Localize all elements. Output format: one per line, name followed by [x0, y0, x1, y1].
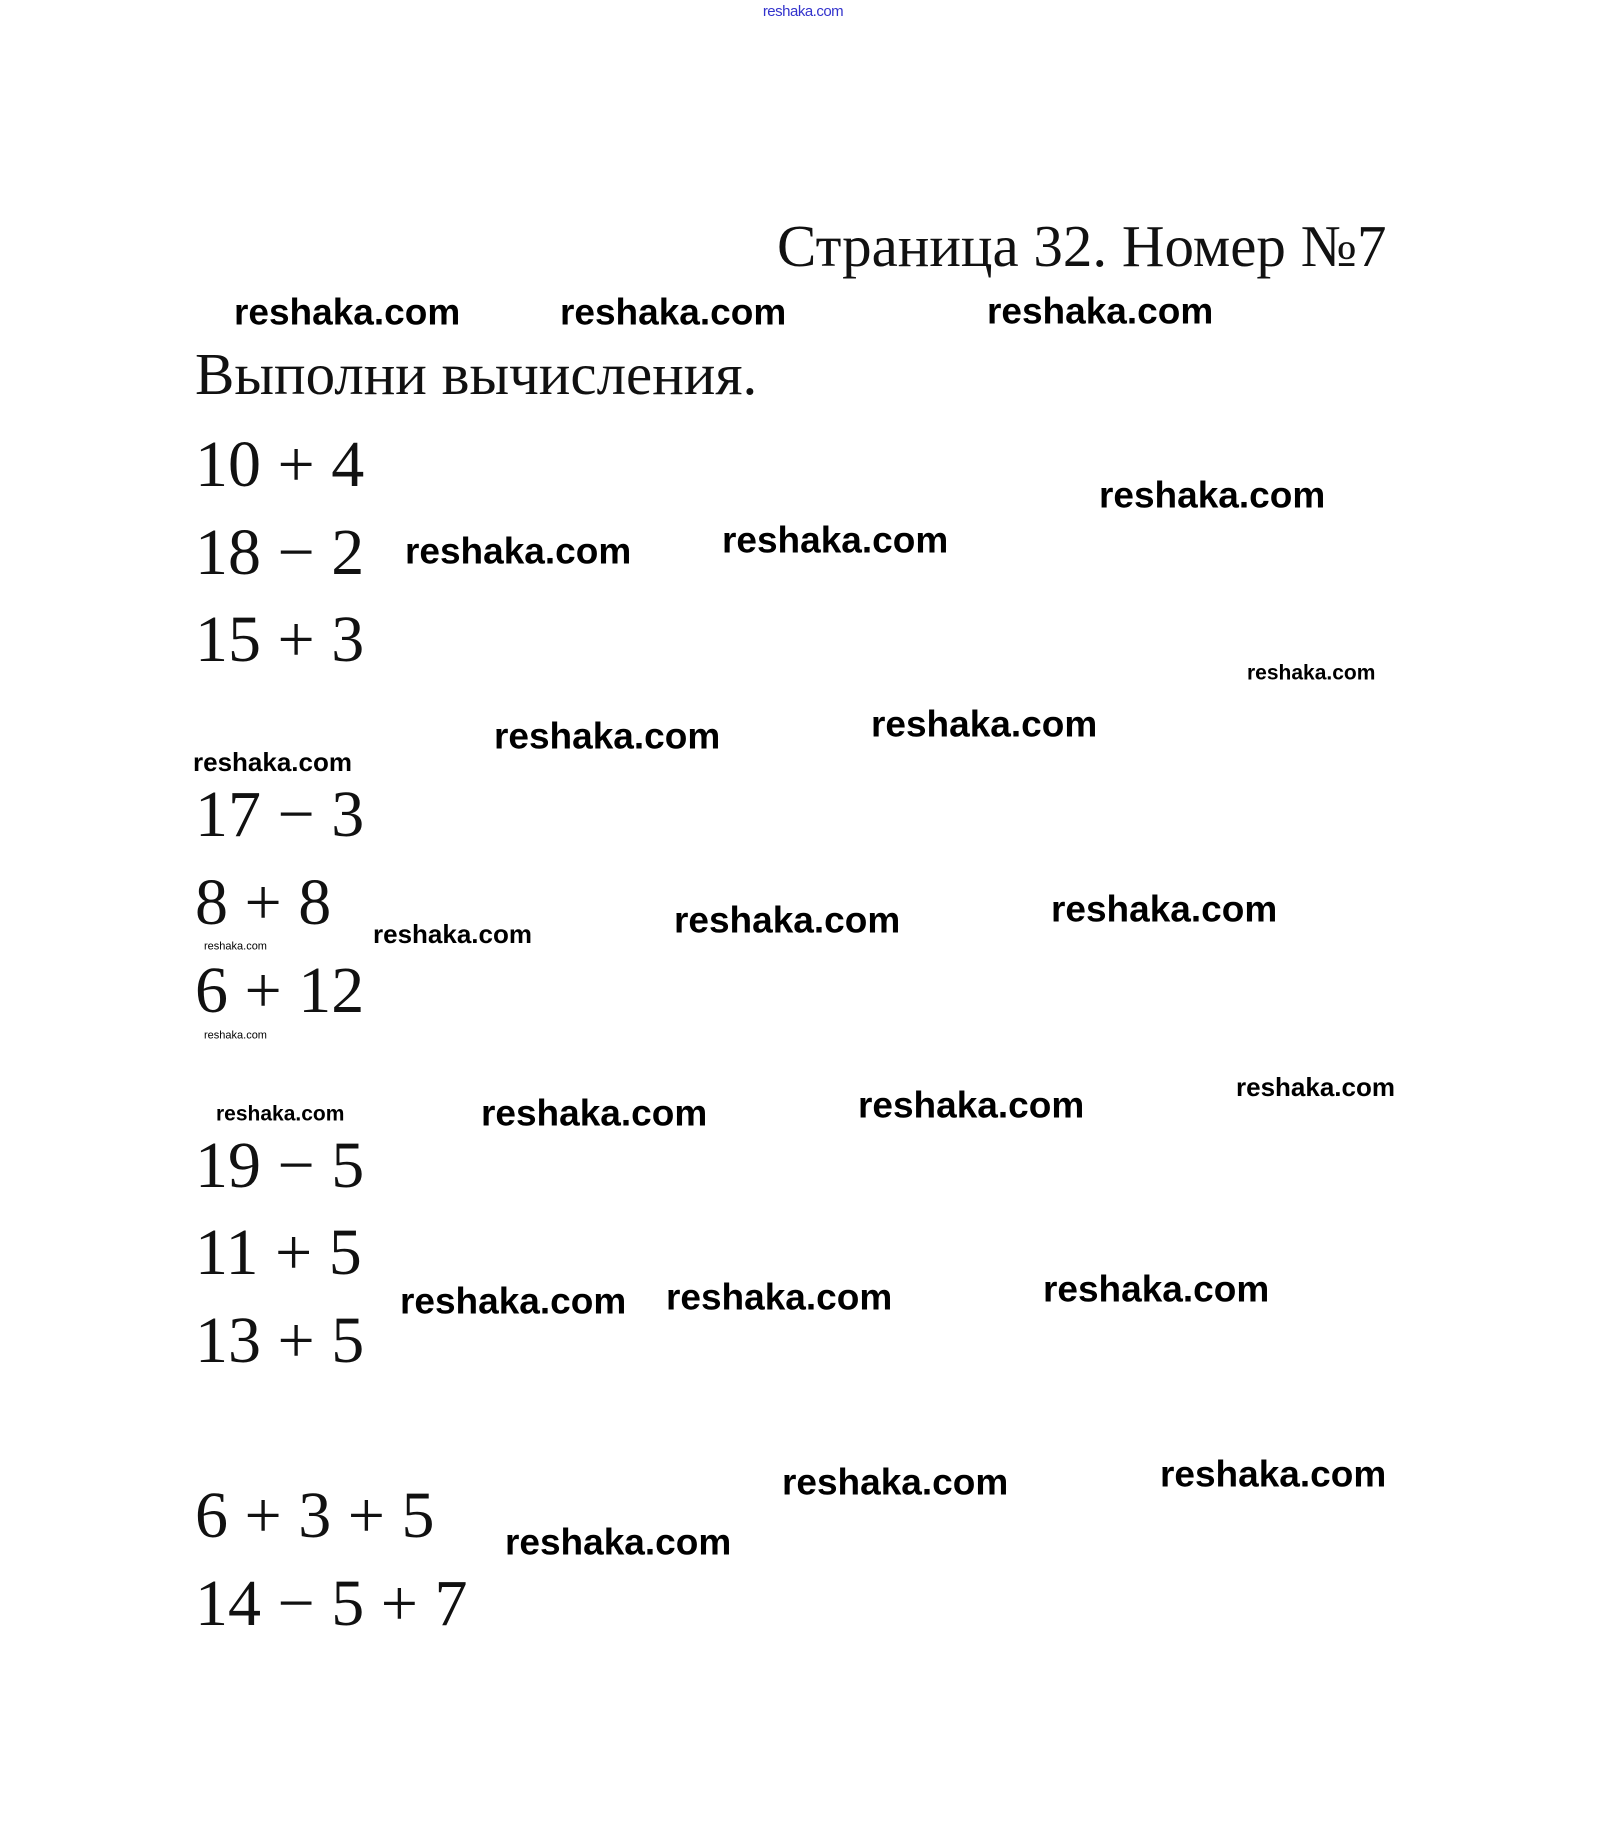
- watermark: reshaka.com: [782, 1461, 1009, 1503]
- watermark: reshaka.com: [1247, 661, 1376, 685]
- watermark: reshaka.com: [666, 1276, 893, 1318]
- watermark: reshaka.com: [858, 1084, 1085, 1126]
- expression: 10 + 4: [195, 428, 365, 501]
- watermark: reshaka.com: [871, 703, 1098, 745]
- expression: 13 + 5: [195, 1304, 365, 1377]
- watermark: reshaka.com: [722, 519, 949, 561]
- page-title: Страница 32. Номер №7: [777, 213, 1387, 279]
- watermark: reshaka.com: [193, 747, 352, 777]
- watermark: reshaka.com: [373, 919, 532, 949]
- watermark: reshaka.com: [987, 290, 1214, 332]
- expression: 6 + 3 + 5: [195, 1479, 435, 1552]
- watermark: reshaka.com: [234, 291, 461, 333]
- watermark: reshaka.com: [1051, 888, 1278, 930]
- watermark: reshaka.com: [1160, 1453, 1387, 1495]
- watermark: reshaka.com: [204, 1029, 267, 1042]
- watermark: reshaka.com: [216, 1102, 345, 1126]
- watermark: reshaka.com: [1236, 1072, 1395, 1102]
- watermark: reshaka.com: [1099, 474, 1326, 516]
- expression: 19 − 5: [195, 1129, 365, 1202]
- task-instruction: Выполни вычисления.: [195, 341, 758, 407]
- expression: 14 − 5 + 7: [195, 1567, 468, 1640]
- expression: 17 − 3: [195, 778, 365, 851]
- watermark: reshaka.com: [400, 1280, 627, 1322]
- watermark: reshaka.com: [405, 530, 632, 572]
- watermark: reshaka.com: [560, 291, 787, 333]
- watermark: reshaka.com: [204, 940, 267, 953]
- expression: 18 − 2: [195, 516, 365, 589]
- watermark: reshaka.com: [1043, 1268, 1270, 1310]
- site-link[interactable]: reshaka.com: [762, 3, 844, 20]
- expression: 8 + 8: [195, 866, 332, 939]
- watermark: reshaka.com: [505, 1521, 732, 1563]
- expression: 6 + 12: [195, 954, 365, 1027]
- expression: 11 + 5: [195, 1216, 362, 1289]
- watermark: reshaka.com: [674, 899, 901, 941]
- expression: 15 + 3: [195, 603, 365, 676]
- watermark: reshaka.com: [481, 1092, 708, 1134]
- watermark: reshaka.com: [494, 715, 721, 757]
